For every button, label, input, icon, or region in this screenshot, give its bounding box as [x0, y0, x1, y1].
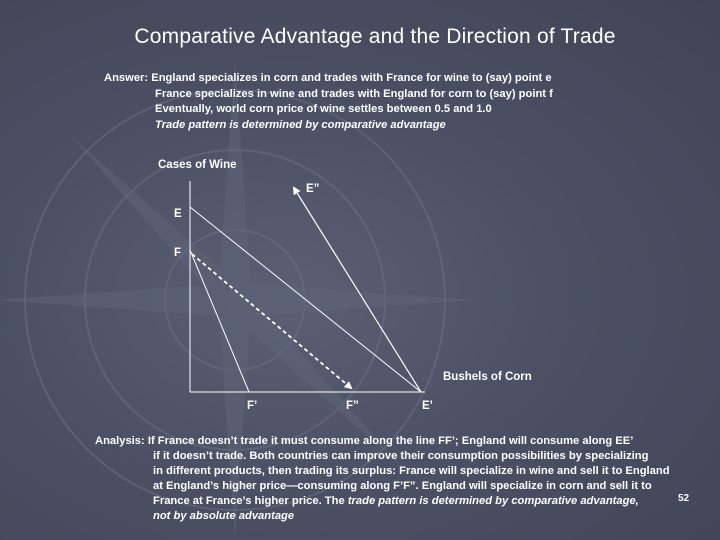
- page-number: 52: [678, 493, 690, 504]
- point-E-double-prime: E”: [306, 183, 320, 195]
- x-axis-label: Bushels of Corn: [443, 371, 532, 383]
- england-line-EE-prime: [190, 207, 421, 392]
- point-E: E: [174, 208, 182, 220]
- trade-line-F-F-double-prime: [192, 254, 351, 388]
- y-axis-label: Cases of Wine: [158, 159, 237, 171]
- france-line-FF-prime: [190, 250, 249, 392]
- answer-label: Answer:: [104, 72, 149, 84]
- analysis-text-1: If France doesn’t trade it must consume along the line FF’; England will consume along EE’: [147, 435, 634, 447]
- analysis-text-5b: trade pattern is determined by comparative advantage,: [347, 494, 639, 507]
- analysis-text-5a: France at France’s higher price. The: [153, 494, 348, 507]
- analysis-line-3: in different products, then trading its surplus: France will specialize in wine and sell it to England: [153, 464, 670, 477]
- analysis-line-4: at England’s higher price—consuming along F’F”. England will specialize in corn and sell it to: [153, 479, 652, 492]
- analysis-line-6: not by absolute advantage: [153, 509, 295, 522]
- page-title: Comparative Advantage and the Direction of Trade: [134, 25, 616, 48]
- analysis-line-5: [95, 494, 670, 509]
- point-E-prime: E’: [422, 400, 433, 412]
- point-F-prime: F’: [247, 400, 258, 412]
- analysis-line-2: if it doesn’t trade. Both countries can improve their consumption possibilities by specializing: [153, 449, 649, 462]
- trade-line-E-prime-E-double-prime: [294, 188, 421, 392]
- analysis-line-1: [95, 434, 670, 449]
- answer-line-3: Eventually, world corn price of wine settles between 0.5 and 1.0: [155, 103, 492, 115]
- analysis-label: Analysis:: [95, 435, 145, 447]
- answer-text-1: England specializes in corn and trades with France for wine to (say) point e: [151, 72, 552, 84]
- answer-line-2: France specializes in wine and trades with England for corn to (say) point f: [155, 87, 553, 100]
- point-F: F: [174, 247, 182, 259]
- point-F-double-prime: F”: [346, 400, 359, 412]
- answer-line-4: Trade pattern is determined by comparative advantage: [155, 118, 446, 131]
- analysis-block: [95, 434, 670, 523]
